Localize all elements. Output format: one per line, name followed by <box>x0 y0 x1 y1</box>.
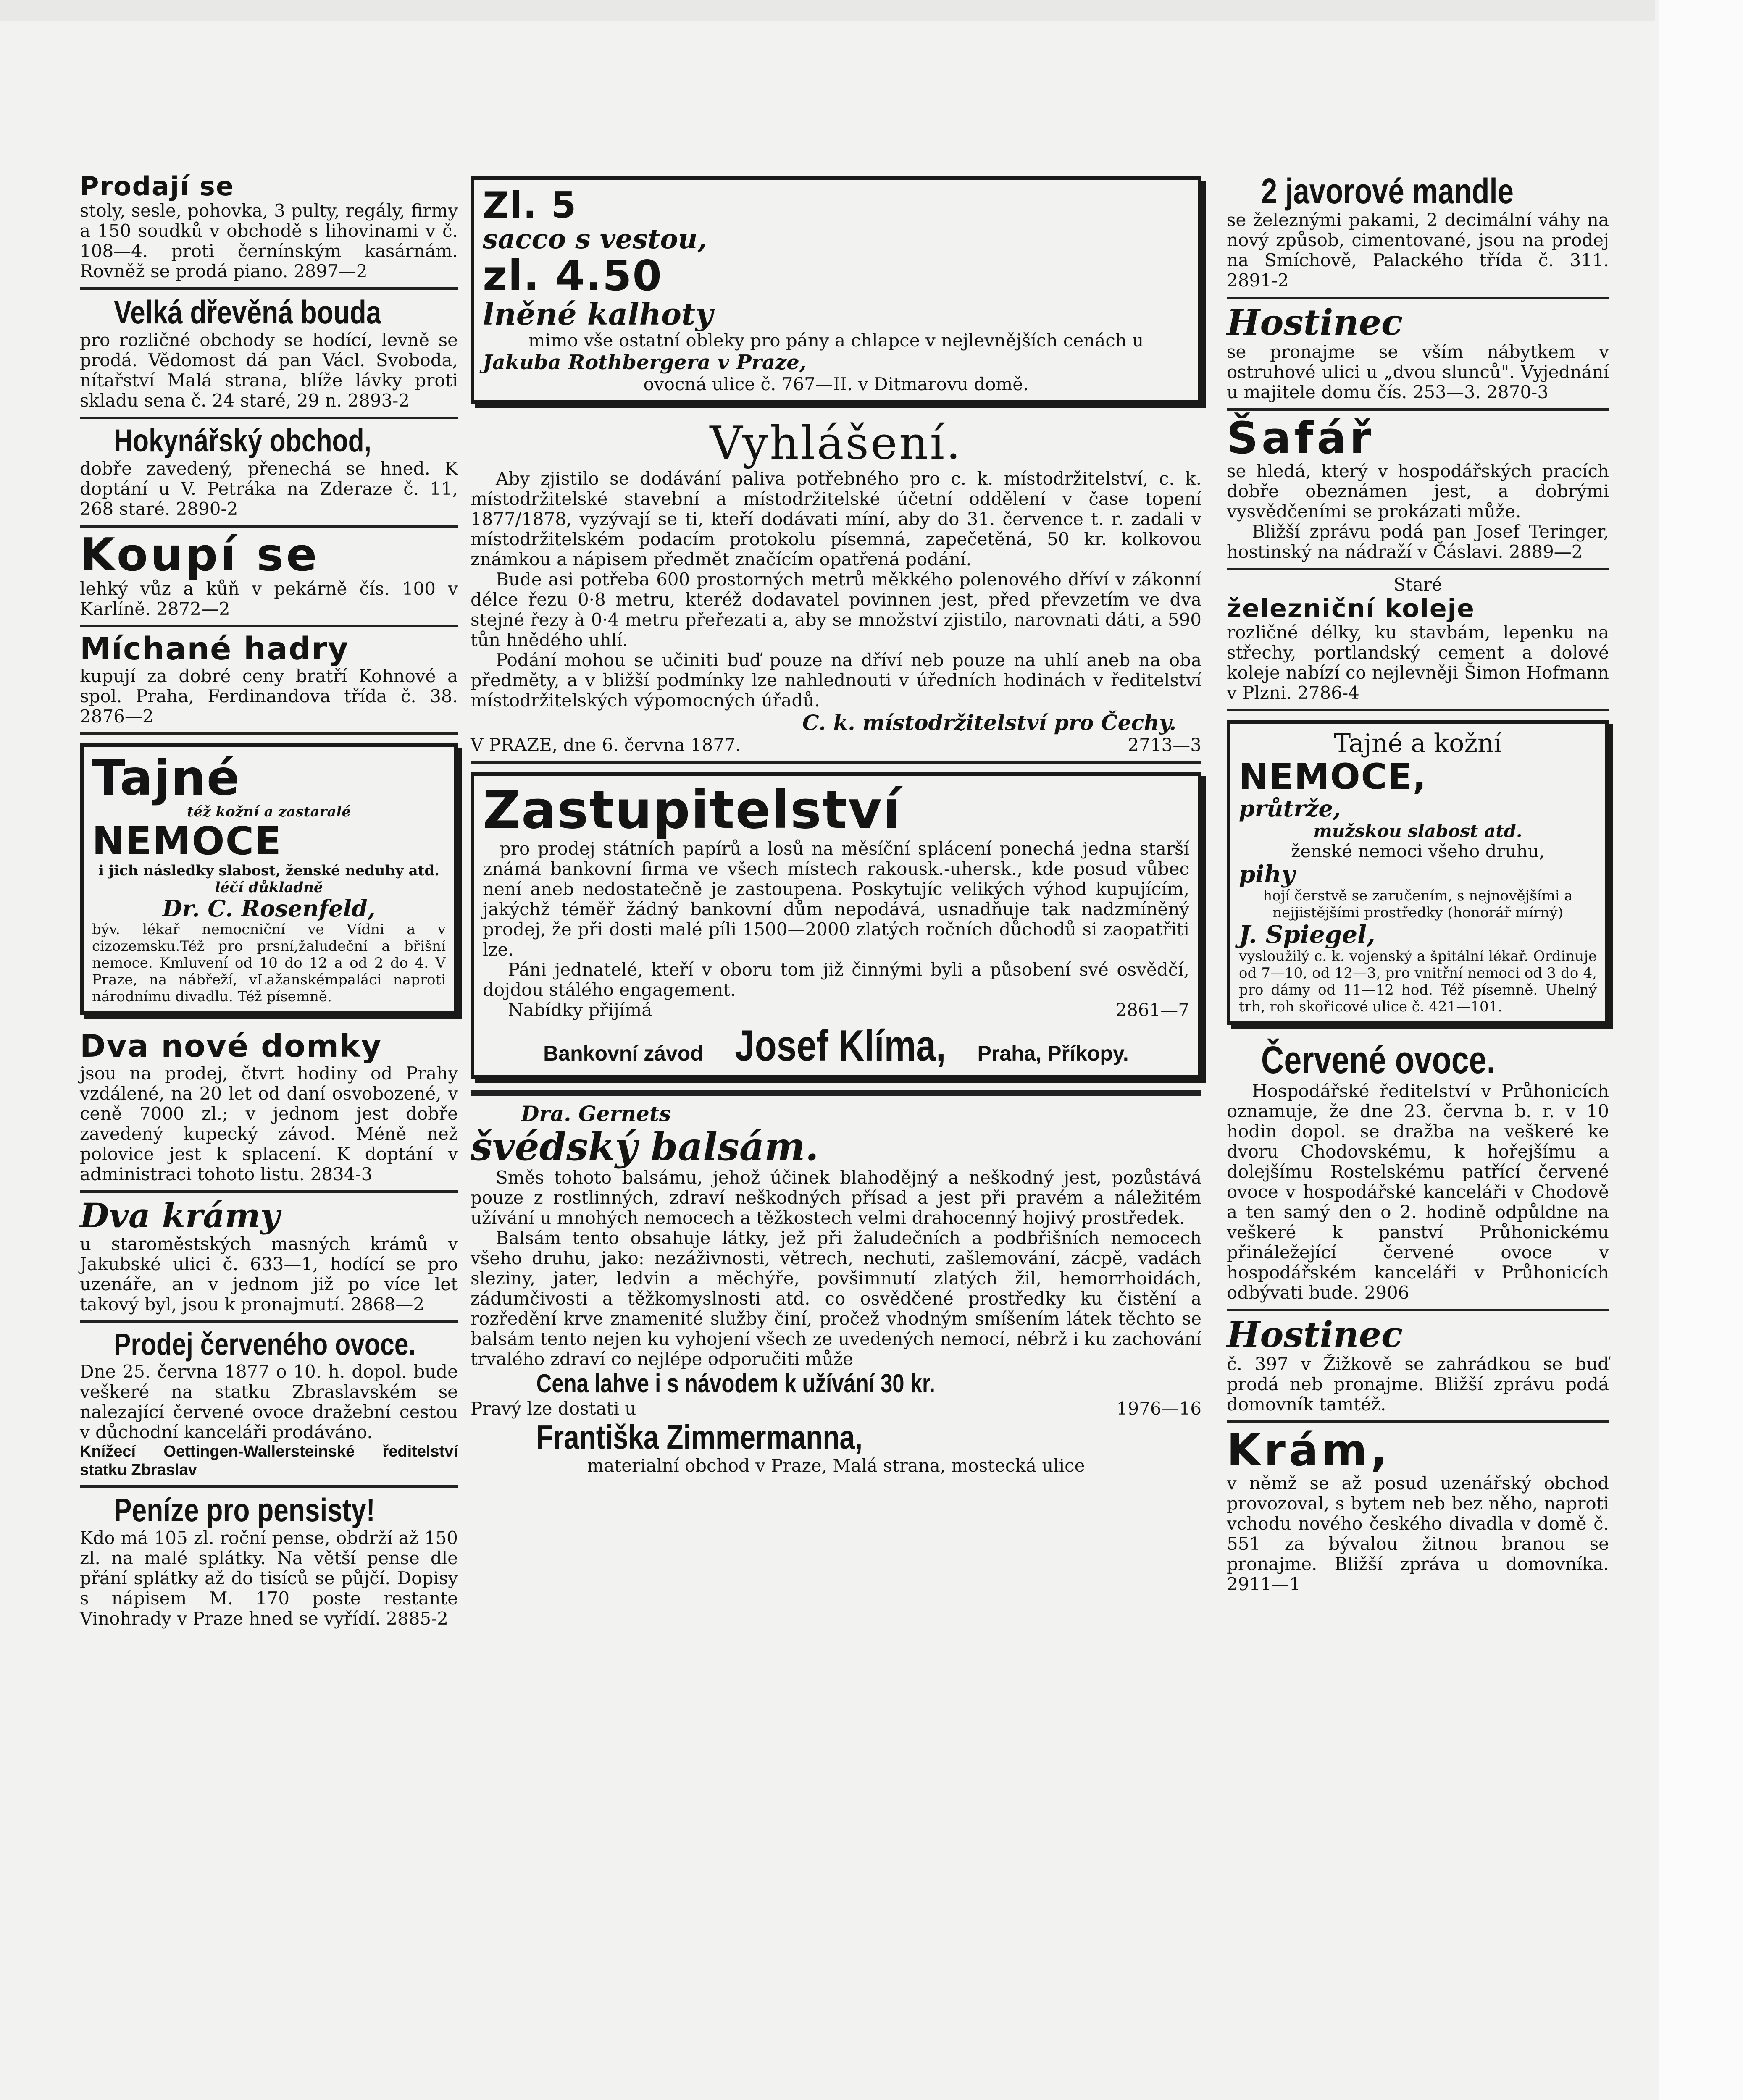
ad-body: Bližší zprávu podá pan Josef Teringer, hostinský na nádraží v Čáslavi. 2889—2 <box>1227 521 1609 562</box>
ad-number: 2861—7 <box>1115 1000 1189 1020</box>
ad-heading: Tajné <box>92 750 241 806</box>
ad-body: se hledá, který v hospodářských pracích dobře obeznámen jest, a dobrými vysvědčeními se prokázati může. <box>1227 461 1609 522</box>
ad-para: Páni jednatelé, kteří v oboru tom již činnými byli a působení své osvědčí, dojdou stálého engagement. <box>483 959 1189 1000</box>
ad-name: Františka Zimmermanna, <box>536 1418 863 1456</box>
ad-heading: Zastupitelství <box>483 780 902 840</box>
ad-heading: Prodej červeného ovoce. <box>114 1327 416 1362</box>
ad-svedsky-balsam <box>471 1098 1201 1482</box>
ad-dva-nove-domky <box>80 1025 458 1193</box>
ad-sign-2: Josef Klíma, <box>734 1021 946 1070</box>
ad-michane-hadry <box>80 627 458 735</box>
ad-body: kupují za dobré ceny bratří Kohnové a spol. Praha, Ferdinandova třída č. 38. 2876—2 <box>80 666 458 727</box>
ad-zastupitelstvi <box>471 764 1201 1089</box>
ad-prodaji-se <box>80 168 458 290</box>
ad-line: býv. lékař nemocniční ve Vídni a v cizozemsku.Též pro prsní,žaludeční a břišní nemoce. Kmluvení od 10 do 12 a od 2 do 4. V Praze, na nábřeží, vLažanskémpaláci naproti národnímu divadlu. Též písemně. <box>92 921 446 1005</box>
ad-tajne-kozni <box>1227 711 1609 1035</box>
ad-cervene-ovoce <box>1227 1035 1609 1311</box>
ad-line: hojí čerstvě se zaručením, s nejnovějšími a nejjistějšími prostředky (honorář mírný) <box>1263 887 1573 921</box>
ad-prodej-ovoce <box>80 1323 458 1488</box>
ad-heading: Míchané hadry <box>80 631 349 667</box>
ad-number: 1976—16 <box>1116 1398 1201 1419</box>
ad-heading: Hostinec <box>1227 1314 1403 1355</box>
ad-dreveva-bouda <box>80 290 458 419</box>
ad-line: Dr. C. Rosenfeld, <box>162 895 376 922</box>
ad-date: V PRAZE, dne 6. června 1877. <box>471 735 741 755</box>
ad-line: též kožní a zastaralé <box>187 803 351 820</box>
left-column <box>80 168 458 1635</box>
ad-heading: Velká dřevěná bouda <box>114 294 381 331</box>
ad-box <box>471 772 1201 1079</box>
ad-body: rozličné délky, ku stavbám, lepenku na střechy, portlandský cement a dolové koleje nabízí co nejlevněji Šimon Hofmann v Plzni. 2786-4 <box>1227 622 1609 703</box>
ad-heading: Dva krámy <box>80 1196 280 1235</box>
ad-tajne-nemoce <box>80 735 458 1025</box>
ad-line: zl. 4.50 <box>483 251 663 300</box>
rule <box>471 1090 1201 1096</box>
ad-heading: Vyhlášení. <box>710 417 962 470</box>
ad-body: Kdo má 105 zl. roční pense, obdrží až 150 zl. na malé splátky. Na větší pense dle přání splátky až do tisíců se půjčí. Dopisy s nápisem M. 170 poste restante Vinohrady v Praze hned se vyřídí. 2885-2 <box>80 1528 458 1629</box>
ad-para: Balsám tento obsahuje látky, jež při žaludečních a podbřišních nemocech všeho druhu, jako: nezáživnosti, větrech, nechuti, zašlemování, zácpě, vadách sleziny, jater, ledvin a měchýře, povšimnutí zlatých žil, hemorrhoidách, zádumčivosti a těžkomyslnosti atd. co osvědčené prostředky ku čistění a rozředění krve znamenité služby činí, pročež vhodným smíšením látek těchto se balsám tento nejen ku vyhojení všech ze uvedených nemocí, nébrž i ku zachování trvalého zdraví co nejlépe odporučiti může <box>471 1228 1201 1369</box>
ad-line: Pravý lze dostati u <box>471 1398 636 1419</box>
ad-para: Podání mohou se učiniti buď pouze na dříví neb pouze na uhlí aneb na oba předměty, a v bližší podmínky lze nahlednouti v úředních hodinách v ředitelství místodržitelských výpomocných úřadů. <box>471 650 1201 711</box>
ad-heading: železniční koleje <box>1227 594 1475 623</box>
ad-body: Hospodářské ředitelství v Průhonicích oznamuje, že dne 23. června b. r. v 10 hodin dopol. se dražba na veškeré ke dvoru Chodovskému, k hořejšímu a dolejšímu Rostelskému patřící červené ovoce v hospodářské kanceláři v Chodově a ten samý den o 2. hodině odpůldne na veškeré k panství Průhonickému přináležející červené ovoce v hospodářském kanceláři v Průhonicích odbývati bude. 2906 <box>1227 1081 1609 1303</box>
ad-line: Staré <box>1393 574 1442 595</box>
ad-heading: švédský balsám. <box>471 1124 819 1169</box>
scan-right-margin <box>1659 0 1743 2100</box>
ad-heading: Prodají se <box>80 171 234 202</box>
ad-heading: Koupí se <box>80 529 320 581</box>
ad-heading: 2 javorové mandle <box>1261 171 1514 211</box>
ad-body: Dne 25. června 1877 o 10. h. dopol. bude veškeré na statku Zbraslavském se nalezající červené ovoce dražební cestou v důchodní kanceláři prodáváno. <box>80 1361 458 1442</box>
ad-line: Nabídky přijímá <box>508 1000 652 1020</box>
ad-heading: Šafář <box>1227 412 1375 464</box>
ad-dva-kramy <box>80 1193 458 1323</box>
ad-hostinec-1 <box>1227 299 1609 411</box>
ad-penize-pensisty <box>80 1488 458 1635</box>
ad-kram <box>1227 1423 1609 1600</box>
ad-sign: C. k. místodržitelství pro Čechy. <box>802 710 1176 735</box>
ad-para: Směs tohoto balsámu, jehož účinek blahodějný a neškodný jest, pozůstává pouze z rostlinných, zdraví neškodných přísad a jest při pravém a náležitém užívání u mnohých nemocech a těžkostech velmi drahocenný hojivý prostředek. <box>471 1167 1201 1228</box>
ad-box <box>80 743 458 1015</box>
ad-line: pihy <box>1239 861 1295 888</box>
ad-body: lehký vůz a kůň v pekárně čís. 100 v Karlíně. 2872—2 <box>80 578 458 619</box>
ad-number: 2713—3 <box>1128 735 1201 755</box>
ad-heading: Peníze pro pensisty! <box>114 1491 375 1528</box>
ad-line: Dra. Gernets <box>521 1101 671 1126</box>
ad-heading: Dva nové domky <box>80 1028 382 1064</box>
ad-line: NEMOCE <box>92 819 282 864</box>
ad-sign-1: Bankovní závod <box>543 1042 703 1065</box>
ad-sign: Knížecí Oettingen-Wallersteinské ředitelství statku Zbraslav <box>80 1443 458 1479</box>
ad-heading: Krám, <box>1227 1425 1391 1476</box>
ad-body: jsou na prodej, čtvrt hodiny od Prahy vzdálené, na 20 let od daní osvobozené, v ceně 7000 zl.; v jednom jest dobře zavedený kupecký závod. Méně než polovice jest k splacení. K doptání v administraci tohoto listu. 2834-3 <box>80 1063 458 1184</box>
scan-top-edge <box>0 0 1655 21</box>
ad-para: Aby zjistilo se dodávání paliva potřebného pro c. k. místodržitelství, c. k. místodržitelské stavební a místodržitelské účetní oddělení v čase topení 1877/1878, vyzývají se ti, kteří dodávati míní, aby do 31. července t. r. zadali v místodržitelském podacím protokolu písemná, zapečetěná, 50 kr. kolkovou známkou a nápisem předmět značícím opatřená podání. <box>471 468 1201 570</box>
ad-line: i jich následky slabost, ženské neduhy atd. <box>98 862 439 879</box>
middle-column <box>471 168 1201 1482</box>
ad-body: dobře zavedený, přenechá se hned. K doptání u V. Petráka na Zderaze č. 11, 268 staré. 2890-2 <box>80 458 458 519</box>
ad-heading: Červené ovoce. <box>1261 1039 1496 1082</box>
ad-sign-3: Praha, Příkopy. <box>977 1042 1129 1065</box>
ad-zeleznicni-koleje <box>1227 570 1609 711</box>
ad-line: sacco s vestou, <box>483 223 707 255</box>
ad-body: se železnými pakami, 2 decimální váhy na nový způsob, cimentované, jsou na prodej na Smíchově, Palackého třída č. 311. 2891-2 <box>1227 210 1609 291</box>
ad-heading: Hokynářský obchod, <box>114 423 371 459</box>
ad-para: pro prodej státních papírů a losů na měsíční splácení ponechá jedna starší známá bankovní firma ve všech místech rakousk.-uhersk., kde posud vůbec není aneb nedostatečně je zastoupena. Poskytujíc velikých výhod kupujícím, jakýchž téměř žádný bankovní dům nepodává, usnadňuje tak nadzmíněný prodej, že při dosti malé píli 1500—2000 zlatých ročních důchodů si zaopatřiti lze. <box>483 838 1189 960</box>
ad-line: průtrže, <box>1239 795 1341 822</box>
ad-body: v němž se až posud uzenářský obchod provozoval, s bytem neb bez něho, naproti vchodu nového českého divadla v domě č. 551 za bývalou žitnou branou se pronajme. Bližší zpráva u domovníka. 2911—1 <box>1227 1473 1609 1594</box>
ad-line: Zl. 5 <box>483 184 577 226</box>
ad-safar <box>1227 411 1609 570</box>
ad-box <box>471 176 1201 404</box>
ad-line: NEMOCE, <box>1239 756 1427 797</box>
ad-rothberger <box>471 168 1201 414</box>
ad-box <box>1227 720 1609 1025</box>
ad-body: u staroměstských masných krámů v Jakubské ulici č. 633—1, hodící se pro uzenáře, an v jednom již po více let takový byl, jsou k pronajmutí. 2868—2 <box>80 1234 458 1315</box>
right-column <box>1227 168 1609 1600</box>
ad-line: J. Spiegel, <box>1239 920 1375 949</box>
ad-koupi-se <box>80 528 458 627</box>
ad-body: č. 397 v Žižkově se zahrádkou se buď prodá neb pronajme. Bližší zprávu podá domovník tamtéž. <box>1227 1354 1609 1415</box>
ad-body: se pronajme se vším nábytkem v ostruhové ulici u „dvou slunců". Vyjednání u majitele domu čís. 253—3. 2870-3 <box>1227 341 1609 402</box>
ad-heading: Tajné a kožní <box>1334 729 1502 758</box>
ad-line: ženské nemoci všeho druhu, <box>1291 841 1545 861</box>
ad-body: pro rozličné obchody se hodící, levně se prodá. Vědomost dá pan Václ. Svoboda, nítařství Malá strana, blíže lávky proti skladu sena č. 24 staré, 29 n. 2893-2 <box>80 330 458 411</box>
ad-line: Jakuba Rothbergera v Praze, <box>483 351 807 374</box>
ad-para: Bude asi potřeba 600 prostorných metrů měkkého polenového dříví v zákonní délce řezu 0·8 metru, kteréž dodavatel povinnen jest, před převzetím ve dva stejné řezy à 0·4 metru přeřezati a, aby se množství zjistilo, narovnati dáti, a 590 tůn hnědého uhlí. <box>471 569 1201 650</box>
ad-javorove-mandle <box>1227 168 1609 299</box>
ad-line: ovocná ulice č. 767—II. v Ditmarovu domě. <box>643 374 1029 394</box>
ad-hostinec-2 <box>1227 1311 1609 1423</box>
ad-line: mužskou slabost atd. <box>1313 821 1522 841</box>
ad-hokynarsky-obchod <box>80 419 458 528</box>
ad-body: stoly, sesle, pohovka, 3 pulty, regály, firmy a 150 soudků v obchodě s lihovinami v č. 108—4. proti černínským kasárnám. Rovněž se prodá piano. 2897—2 <box>80 200 458 281</box>
ad-address: materialní obchod v Praze, Malá strana, mostecká ulice <box>587 1455 1085 1476</box>
ad-heading: Hostinec <box>1227 302 1403 343</box>
ad-price: Cena lahve i s návodem k užívání 30 kr. <box>536 1369 936 1398</box>
ad-line: léčí důkladně <box>215 879 323 896</box>
ad-line: vysloužilý c. k. vojenský a špitální lékař. Ordinuje od 7—10, od 12—3, pro vnitřní nemoci od 3 do 4, pro dámy od 11—12 hod. Též písemně. Uhelný trh, roh skořicové ulice č. 421—101. <box>1239 948 1597 1015</box>
ad-vyhlaseni <box>471 414 1201 764</box>
ad-line: mimo vše ostatní obleky pro pány a chlapce v nejlevnějších cenách u <box>528 330 1144 351</box>
ad-line: lněné kalhoty <box>483 296 713 332</box>
